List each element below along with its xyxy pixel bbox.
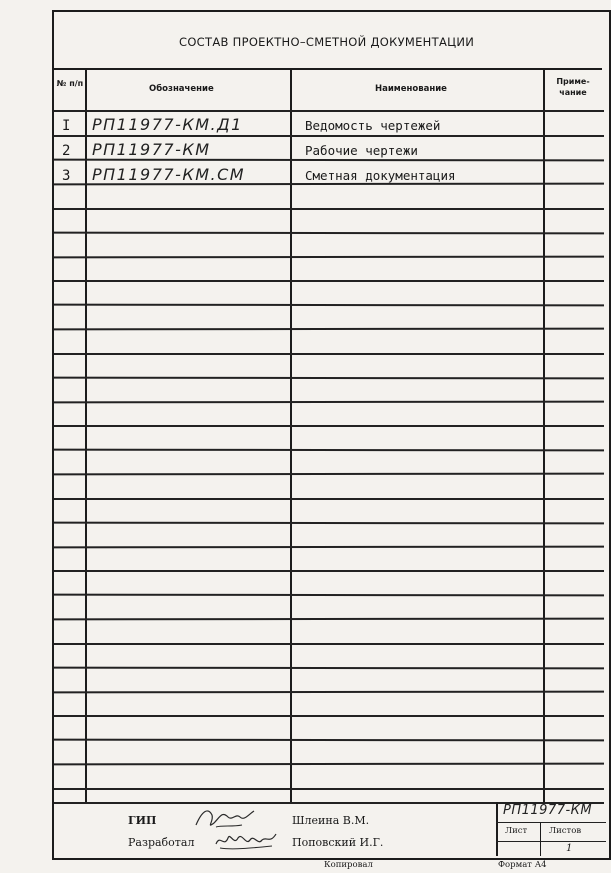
row-1-designation: РП11977-КМ.Д1 [92,115,243,134]
row-divider [54,280,604,282]
title-block-line [496,841,606,842]
header-designation: Обозначение [149,84,214,94]
title-block-divider [496,802,498,856]
row-divider [54,135,604,137]
row-divider [54,643,604,645]
row-divider [54,425,604,427]
row-3-designation: РП11977-КМ.СМ [92,165,246,184]
title-block-line [540,822,541,856]
row-divider [54,788,604,790]
row-1-name: Ведомость чертежей [305,118,441,133]
row-2-num: 2 [62,143,71,159]
developer-name: Поповский И.Г. [292,836,384,849]
header-name: Наименование [375,84,447,94]
row-3-num: 3 [62,168,71,184]
title-block-line [496,822,606,823]
format-label: Формат А4 [498,860,547,870]
header-note: Приме-чание [556,77,590,97]
row-3-name: Сметная документация [305,168,456,183]
title-block-code: РП11977-КМ [503,803,593,818]
document-title: СОСТАВ ПРОЕКТНО–СМЕТНОЙ ДОКУМЕНТАЦИИ [179,35,475,49]
developer-signature [212,824,282,854]
row-divider [54,353,604,355]
gip-label: ГИП [128,814,157,827]
header-divider [54,110,604,112]
row-divider [54,570,604,572]
row-divider [54,208,604,210]
row-divider [54,498,604,500]
gip-name: Шлеина В.М. [292,814,370,827]
row-2-designation: РП11977-КМ [92,140,211,159]
row-1-num: I [62,118,71,134]
row-divider [54,715,604,717]
sheets-value: 1 [566,843,573,854]
row-2-name: Рабочие чертежи [305,143,418,158]
sheet-label: Лист [505,826,528,836]
copied-label: Копировал [324,860,373,870]
developer-label: Разработал [128,836,195,849]
header-num: № п/п [56,79,84,88]
sheets-label: Листов [549,826,582,836]
